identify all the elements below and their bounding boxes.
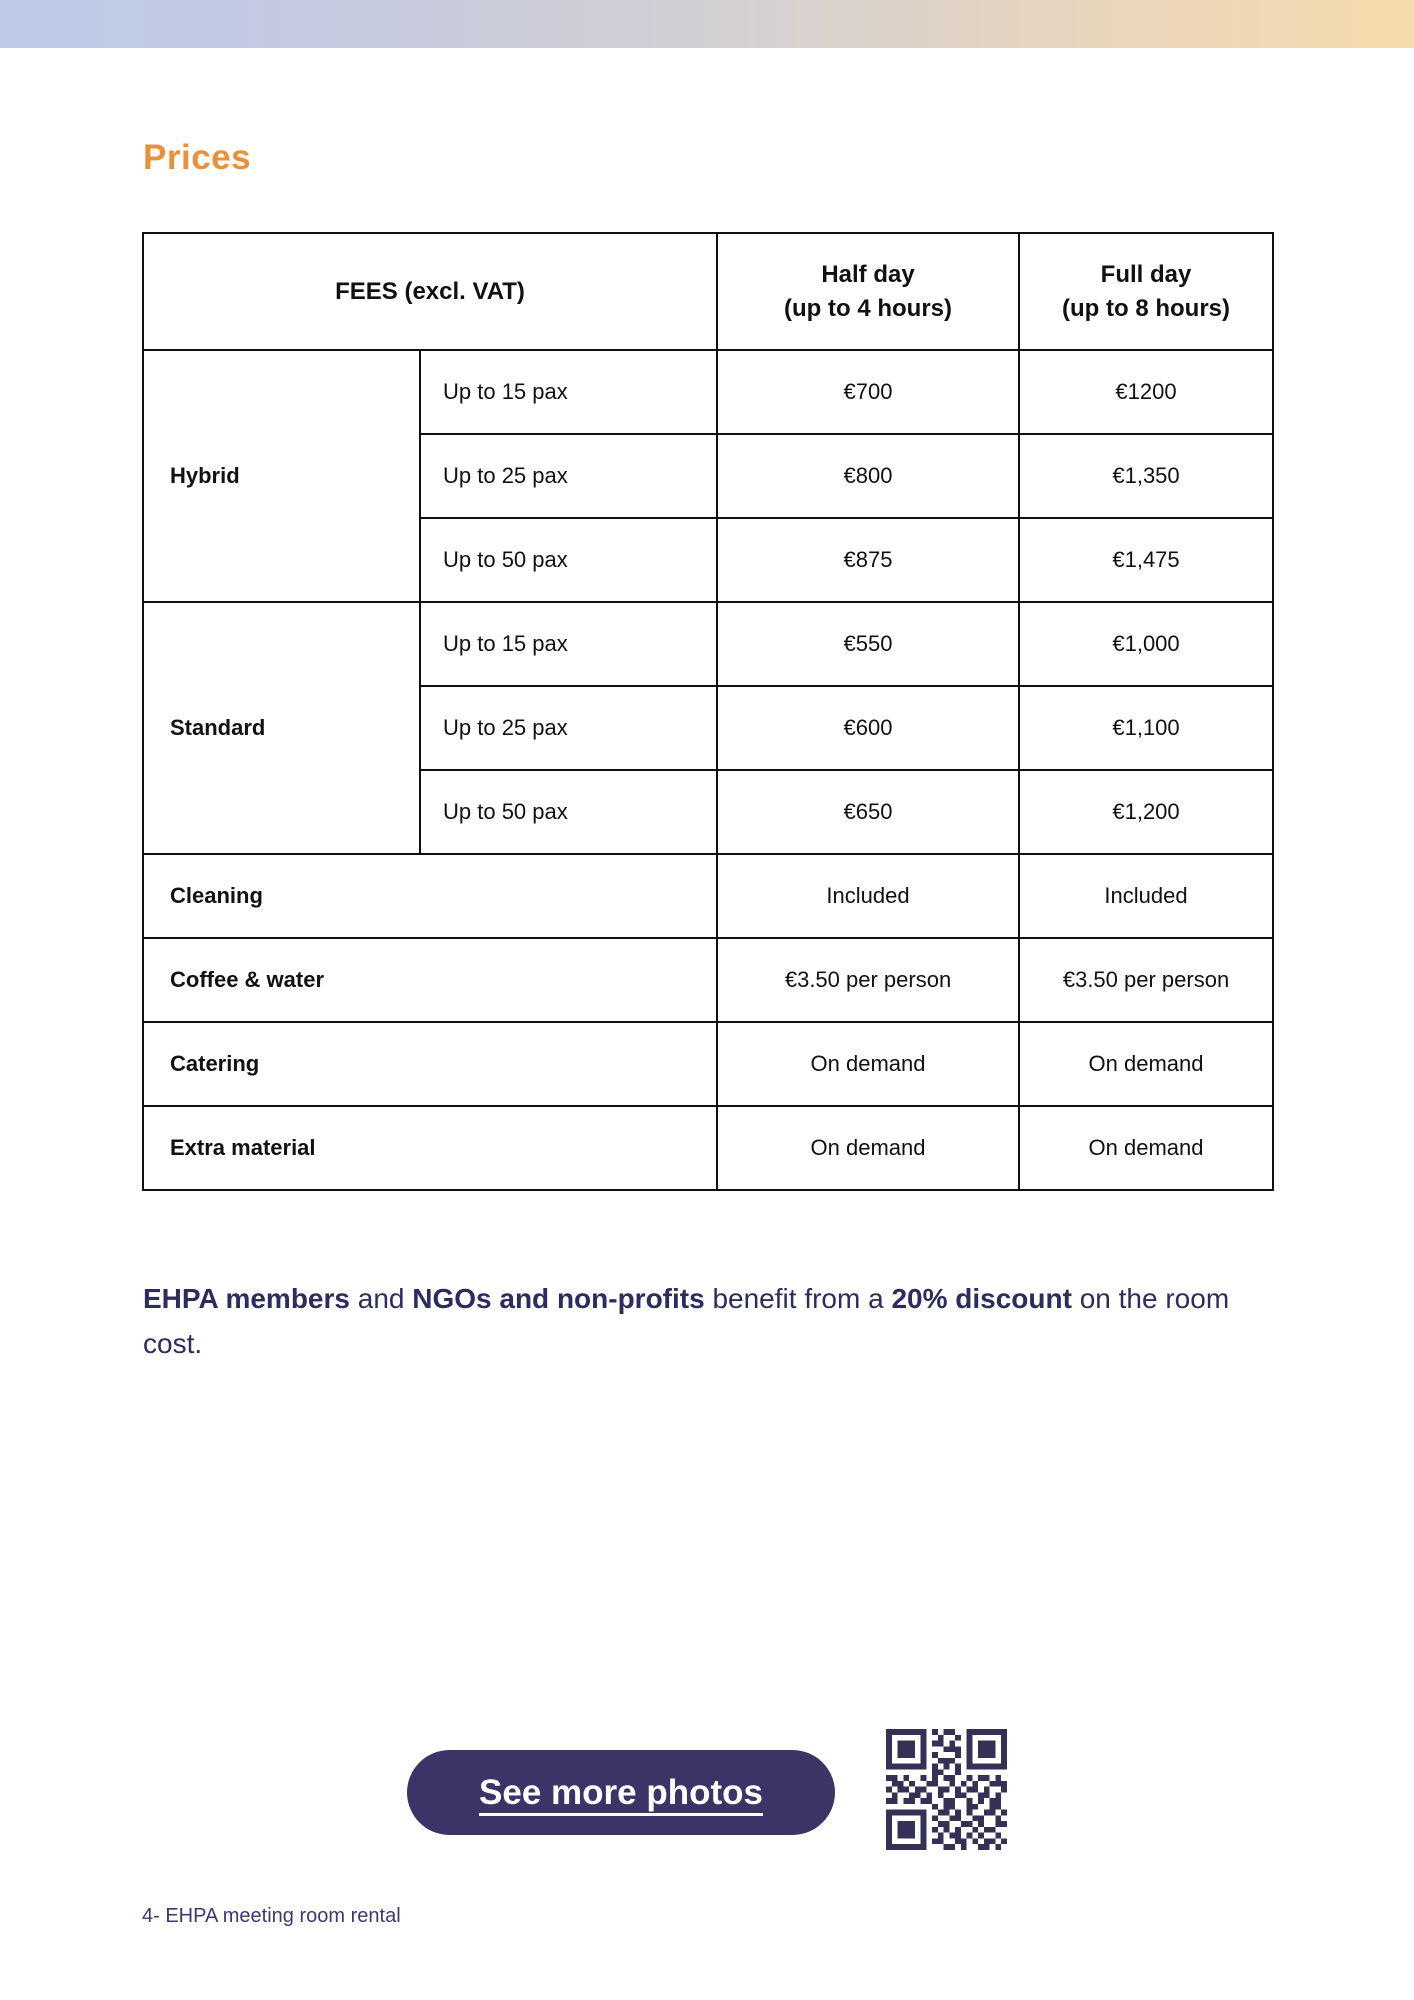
price-cell: €1,475 (1019, 518, 1273, 602)
pax-cell: Up to 15 pax (420, 602, 717, 686)
note-segment: benefit from a (704, 1283, 892, 1314)
pax-cell: Up to 50 pax (420, 770, 717, 854)
table-row (143, 854, 1273, 938)
see-more-photos-button[interactable] (407, 1750, 835, 1835)
half-day-header-cell (717, 233, 1019, 350)
service-label-catering: Catering (143, 1022, 717, 1106)
service-label-extra-material: Extra material (143, 1106, 717, 1190)
service-value-cell: €3.50 per person (717, 938, 1019, 1022)
price-cell: €700 (717, 350, 1019, 434)
table-header-row (143, 233, 1273, 350)
full-day-header-cell (1019, 233, 1273, 350)
service-label-cleaning: Cleaning (143, 854, 717, 938)
discount-note (143, 1276, 1293, 1366)
table-row (143, 602, 1273, 686)
full-day-line2: (up to 8 hours) (1062, 294, 1230, 322)
see-more-photos-label: See more photos (479, 1772, 763, 1812)
pax-cell: Up to 50 pax (420, 518, 717, 602)
service-value-cell: €3.50 per person (1019, 938, 1273, 1022)
note-segment-ngos: NGOs and non-profits (412, 1283, 705, 1314)
page-title: Prices (143, 138, 252, 177)
price-cell: €1200 (1019, 350, 1273, 434)
price-cell: €1,100 (1019, 686, 1273, 770)
top-gradient-bar (0, 0, 1414, 48)
price-cell: €1,000 (1019, 602, 1273, 686)
note-segment: on the room cost. (143, 1283, 1230, 1359)
price-cell: €875 (717, 518, 1019, 602)
price-cell: €550 (717, 602, 1019, 686)
service-label-coffee-water: Coffee & water (143, 938, 717, 1022)
table-row (143, 938, 1273, 1022)
full-day-line1: Full day (1100, 260, 1192, 288)
price-cell: €600 (717, 686, 1019, 770)
price-cell: €1,350 (1019, 434, 1273, 518)
service-value-cell: On demand (1019, 1022, 1273, 1106)
service-value-cell: On demand (1019, 1106, 1273, 1190)
note-segment-ehpa-members: EHPA members (143, 1283, 350, 1314)
fees-table (142, 232, 1274, 1191)
half-day-line2: (up to 4 hours) (784, 294, 952, 322)
pax-cell: Up to 25 pax (420, 686, 717, 770)
table-row (143, 1022, 1273, 1106)
service-value-cell: Included (1019, 854, 1273, 938)
price-cell: €800 (717, 434, 1019, 518)
table-row (143, 350, 1273, 434)
qr-code (886, 1729, 1007, 1850)
service-value-cell: On demand (717, 1106, 1019, 1190)
pax-cell: Up to 15 pax (420, 350, 717, 434)
price-cell: €1,200 (1019, 770, 1273, 854)
pax-cell: Up to 25 pax (420, 434, 717, 518)
group-label-standard: Standard (143, 602, 420, 854)
group-label-hybrid: Hybrid (143, 350, 420, 602)
note-segment: and (349, 1283, 413, 1314)
table-row (143, 1106, 1273, 1190)
fees-header-cell: FEES (excl. VAT) (143, 233, 717, 350)
service-value-cell: On demand (717, 1022, 1019, 1106)
price-cell: €650 (717, 770, 1019, 854)
service-value-cell: Included (717, 854, 1019, 938)
half-day-line1: Half day (821, 260, 915, 288)
note-segment-discount: 20% discount (891, 1283, 1072, 1314)
footer-page-label: 4- EHPA meeting room rental (142, 1905, 401, 1927)
